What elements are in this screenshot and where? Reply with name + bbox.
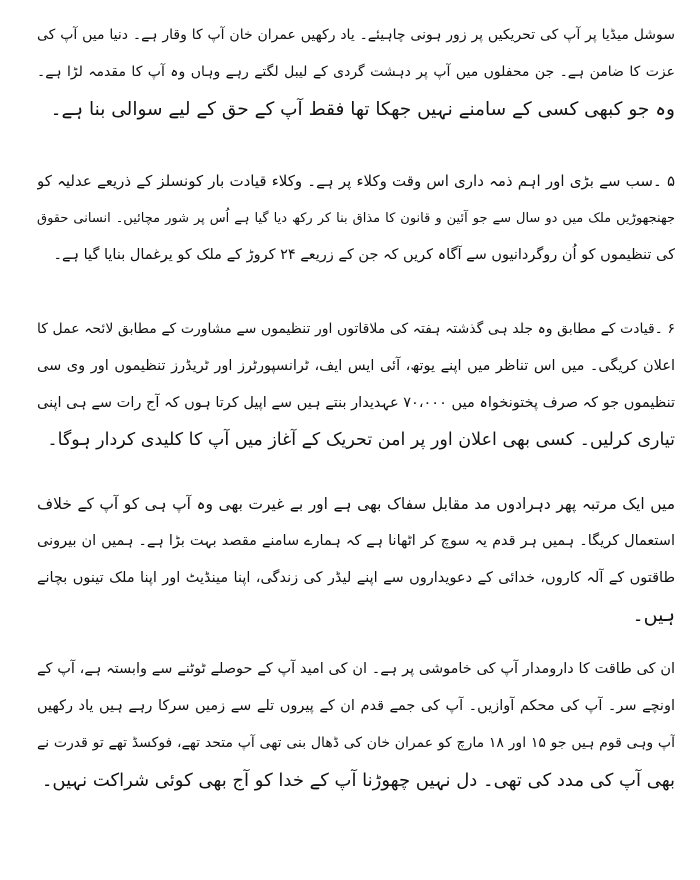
text-line: ان کی طاقت کا دارومدار آپ کی خاموشی پر ہے۔ ان کی امید آپ کے حوصلے ٹوٹنے سے وابستہ ہے، آپ کے: [37, 661, 675, 677]
text-line: ہیں۔: [632, 604, 675, 626]
text-line: اعلان کریگی۔ میں اس تناظر میں اپنے یوتھ، آئی ایس ایف، ٹرانسپورٹرز اور ٹریڈرز تنظیموں اور وی سی: [37, 358, 675, 374]
text-line: تنظیموں جو کہ صرف پختونخواہ میں ۷۰،۰۰۰ عہدیدار بنتے ہیں سے اپیل کرتا ہوں کہ آج رات سے ہی اپنی: [37, 395, 675, 411]
text-line: استعمال کریگا۔ ہمیں ہر قدم یہ سوچ کر اٹھانا ہے کہ ہمارے سامنے مقصد بہت بڑا ہے۔ ہمیں ان بیرونی: [37, 533, 675, 549]
text-line: جھنجھوڑیں ملک میں دو سال سے جو آئین و قانون کا مذاق بنا کر رکھ دیا گیا ہے اُس پر شور مچائیں۔ انسانی حقوق: [37, 211, 675, 226]
text-line: کی تنظیموں کو اُن روگردانیوں سے آگاہ کریں کہ جن کے زریعے ۲۴ کروڑ کے ملک کو یرغمال بنایا گیا ہے۔: [53, 247, 675, 263]
text-line: بھی آپ کی مدد کی تھی۔ دل نہیں چھوڑنا آپ کے خدا کو آج بھی کوئی شراکت نہیں۔: [41, 770, 675, 791]
text-line: ۵ ۔سب سے بڑی اور اہم ذمہ داری اس وقت وکلاء پر ہے۔ وکلاء قیادت بار کونسلز کے ذریعے عدلیہ کو: [37, 172, 675, 190]
paragraph-social-media: [37, 17, 675, 128]
text-line: وہ جو کبھی کسی کے سامنے نہیں جھکا تھا فقط آپ کے حق کے لیے سوالی بنا ہے۔: [50, 99, 675, 120]
text-line: آپ وہی قوم ہیں جو ۱۵ اور ۱۸ مارچ کو عمران خان کی ڈھال بنی تھی آپ متحد تھے، فوکسڈ تھے تو قدرت نے: [37, 735, 675, 751]
text-line: اونچے سر۔ آپ کی محکم آوازیں۔ آپ کی جمے قدم ان کے پیروں تلے سے زمیں سرکا رہے ہیں یاد رکھیں: [37, 698, 675, 714]
paragraph-point-6-leadership: [37, 311, 675, 459]
paragraph-point-5-lawyers: [37, 163, 675, 274]
text-line: تیاری کرلیں۔ کسی بھی اعلان اور پر امن تحریک کے آغاز میں آپ کا کلیدی کردار ہوگا۔: [47, 430, 675, 450]
text-line: عزت کا ضامن ہے۔ جن محفلوں میں آپ پر دہشت گردی کے لیبل لگتے رہے وہاں وہ آپ کا مقدمہ لڑا ہے۔: [37, 64, 675, 80]
text-line: سوشل میڈیا پر آپ کی تحریکیں پر زور ہونی چاہیئے۔ یاد رکھیں عمران خان آپ کا وقار ہے۔ دنیا میں آپ کی: [37, 27, 675, 43]
paragraph-strength-silence: [37, 651, 675, 799]
text-line: طاقتوں کے آلہ کاروں، خدائی کے دعویداروں سے اپنے لیڈر کی زندگی، اپنا مینڈیٹ اور اپنا ملک تینوں بچانے: [37, 570, 675, 586]
text-line: میں ایک مرتبہ پھر دہرادوں مد مقابل سفاک بھی ہے اور بے غیرت بھی وہ آپ ہی کو آپ کے خلاف: [37, 495, 675, 513]
paragraph-repeat-warning: [37, 486, 675, 634]
text-line: ۶ ۔قیادت کے مطابق وہ جلد ہی گذشتہ ہفتہ کی ملاقاتوں اور تنظیموں سے مشاورت کے مطابق لائحہ عمل کا: [37, 321, 675, 337]
